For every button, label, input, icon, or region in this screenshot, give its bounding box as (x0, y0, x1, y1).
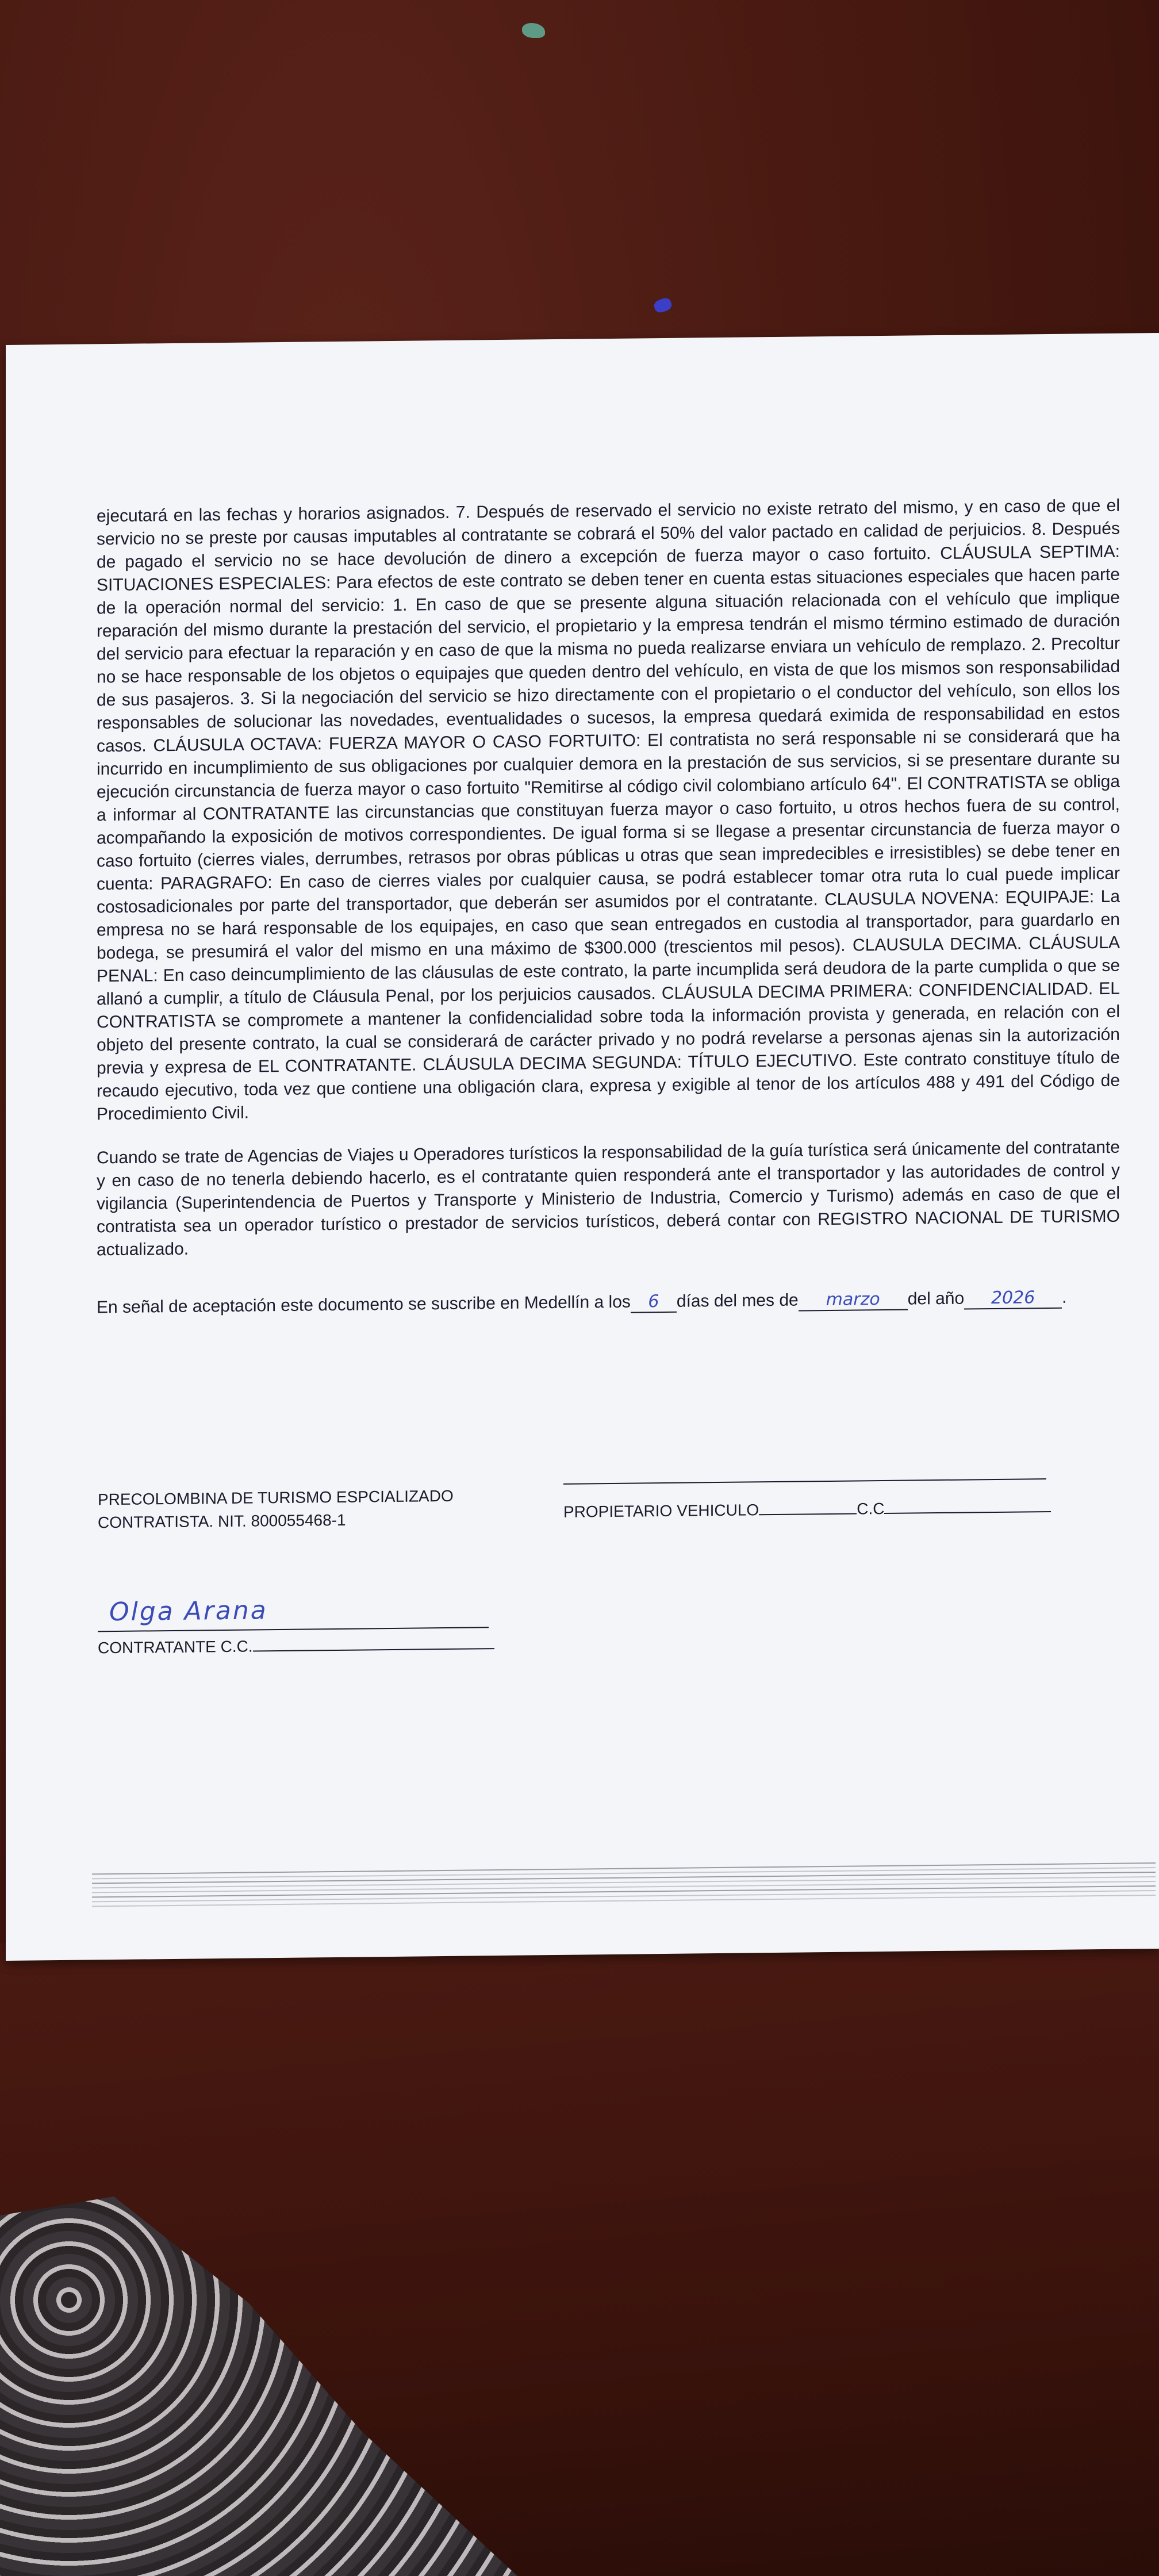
tourism-agencies-paragraph: Cuando se trate de Agencias de Viajes u Operadores turísticos la responsabilidad de la guía turística será únicamente del contratante y en caso de no tenerla debiendo hacerlo, es el contratante quien responderá ante el transportador y las autoridades de control y vigilancia (Superintendencia de Puertos y Transporte y Ministerio de Industria, Comercio y Turismo) además en caso de que el contratista sea un operador turístico o prestador de servicios turísticos, deberá contar con REGISTRO NACIONAL DE TURISMO actualizado. (97, 1137, 1120, 1260)
owner-cc-label: C.C (857, 1499, 885, 1518)
contract-page (6, 333, 1159, 1961)
contract-body (97, 494, 1120, 1320)
company-signature-block (98, 1485, 454, 1534)
owner-signature-block (563, 1496, 1051, 1524)
contratante-label: CONTRATANTE C.C. (98, 1637, 253, 1657)
acceptance-mid: días del mes de (676, 1290, 799, 1311)
owner-signature-line (563, 1478, 1046, 1485)
year-field: 2026 (964, 1288, 1062, 1310)
company-name: PRECOLOMBINA DE TURISMO ESPCIALIZADO (98, 1486, 454, 1509)
contratante-block (98, 1632, 494, 1659)
owner-label: PROPIETARIO VEHICULO (563, 1501, 759, 1521)
acceptance-prefix: En señal de aceptación este documento se suscribe en Medellín a los (97, 1292, 631, 1317)
contratante-signature-line (98, 1627, 489, 1632)
green-speck (522, 23, 545, 38)
contratante-signature: Olga Arana (109, 1596, 268, 1627)
footer-rule-lines (92, 1862, 1156, 1910)
day-field: 6 (631, 1292, 677, 1313)
company-nit: CONTRATISTA. NIT. 800055468-1 (98, 1511, 346, 1532)
blue-speck (653, 297, 673, 315)
clauses-paragraph: ejecutará en las fechas y horarios asignados. 7. Después de reservado el servicio no existe retrato del mismo, y en caso de que el servicio no se preste por causas imputables al contratante se cobrará el 50% del valor pactado en calidad de perjuicios. 8. Después de pagado el servicio no se hace devolución de dinero a excepción de fuerza mayor o caso fortuito. CLÁUSULA SEPTIMA: SITUACIONES ESPECIALES: Para efectos de este contrato se deben tener en cuenta estas situaciones especiales que hacen parte de la operación normal del servicio: 1. En caso de que se presente alguna situación relacionada con el vehículo que implique reparación del mismo durante la prestación del servicio, el propietario y la empresa tendrán el mismo término estimado de duración del servicio para efectuar la reparación y en caso de que la misma no pueda realizarse enviara un vehículo de remplazo. 2. Precoltur no se hace responsable de los objetos o equipajes que queden dentro del vehículo, en vista de que los mismos son responsabilidad de sus pasajeros. 3. Si la negociación del servicio se hizo directamente con el propietario o el conductor del vehículo, son ellos los responsables de solucionar las novedades, eventualidades o sucesos, la empresa quedará eximida de responsabilidad en estos casos. CLÁUSULA OCTAVA: FUERZA MAYOR O CASO FORTUITO: El contratista no será responsable ni se considerará que ha incurrido en incumplimiento de sus obligaciones por cualquier demora en la prestación de sus servicios, si se presentare durante su ejecución circunstancia de fuerza mayor o caso fortuito "Remitirse al código civil colombiano artículo 64". El CONTRATISTA se obliga a informar al CONTRATANTE las circunstancias que constituyan fuerza mayor o caso fortuito, u otros hechos fuera de su control, acompañando la exposición de motivos correspondientes. De igual forma si se llegase a presentar circunstancia de fuerza mayor o caso fortuito (cierres viales, derrumbes, retrasos por obras públicas u otras que sean impredecibles e irresistibles) se debe tener en cuenta: PARAGRAFO: En caso de cierres viales por cualquier causa, se podrá establecer tomar otra ruta lo cual puede implicar costosadicionales por parte del transportador, que deberán ser asumidos por el contratante. CLAUSULA NOVENA: EQUIPAJE: La empresa no se hará responsable de los equipajes, en caso que sean entregados en custodia al transportador, para guardarlo en bodega, se presumirá el valor del mismo en una máximo de $300.000 (trescientos mil pesos). CLAUSULA DECIMA. CLÁUSULA PENAL: En caso deincumplimiento de las cláusulas de este contrato, la parte incumplida será deudora de la parte cumplida o que se allanó a cumplir, a título de Cláusula Penal, por los perjuicios causados. CLÁUSULA DECIMA PRIMERA: CONFIDENCIALIDAD. EL CONTRATISTA se compromete a mantener la confidencialidad sobre toda la información provista y generada, en relación con el objeto del presente contrato, la cual se considerará de carácter privado y no podrá revelarse a personas ajenas sin la autorización previa y expresa de EL CONTRATANTE. CLÁUSULA DECIMA SEGUNDA: TÍTULO EJECUTIVO. Este contrato constituye título de recaudo ejecutivo, toda vez que contiene una obligación clara, expresa y exigible al tenor de los artículos 488 y 491 del Código de Procedimiento Civil. (97, 496, 1120, 1124)
acceptance-suffix: . (1062, 1287, 1067, 1307)
year-label: del año (907, 1289, 965, 1309)
month-field: marzo (799, 1290, 908, 1312)
